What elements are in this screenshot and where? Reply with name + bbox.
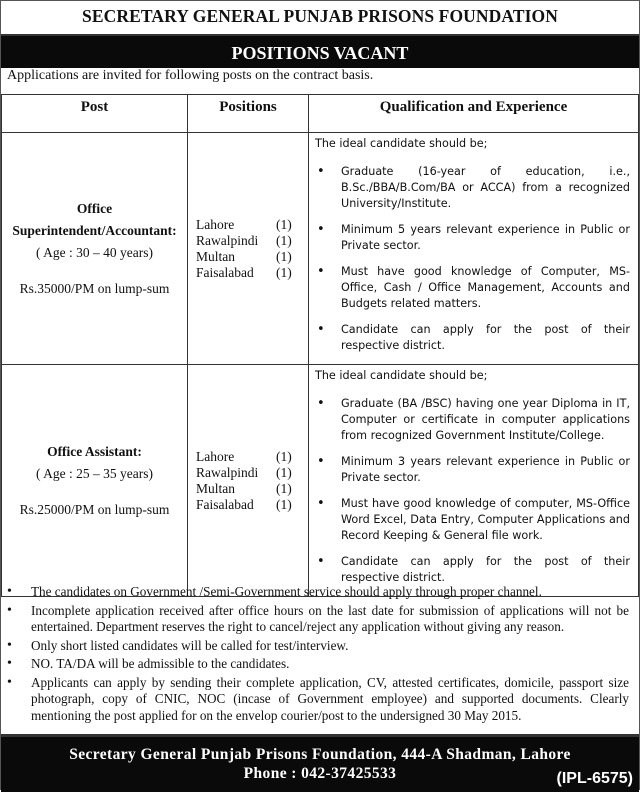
position-item [196,449,308,465]
note-item: • The candidates on Government /Semi-Government service should apply through proper channel. [1,584,629,601]
position-city: Multan [196,248,235,264]
note-item: • Incomplete application received after office hours on the last date for submission of applications will not be entertained. Department reserves the right to cancel/reject any application without giving any reason. [1,603,629,636]
post-cell [2,133,188,365]
position-count: (1) [276,232,292,248]
positions-cell [188,133,309,365]
post-salary: Rs.25000/PM on lump-sum [19,501,170,517]
note-item: • NO. TA/DA will be admissible to the candidates. [1,656,629,673]
position-item [196,465,308,481]
position-count: (1) [276,248,292,264]
post-age: ( Age : 30 – 40 years) [36,244,153,260]
qualification-item: • Must have good knowledge of Computer, MS-Office, Cash / Office Management, Accounts and Budgets related matters. [315,264,630,312]
ad-reference-code: (IPL-6575) [556,770,633,787]
column-header-positions: Positions [188,95,309,133]
post-name: Office [76,200,113,216]
notes-list [1,584,639,724]
qualification-item: • Candidate can apply for the post of their respective district. [315,322,630,354]
position-city: Faisalabad [196,264,254,280]
table-header-row [2,95,639,133]
position-count: (1) [276,448,292,464]
position-count: (1) [276,464,292,480]
contact-footer [1,734,639,792]
position-item [196,265,308,281]
qualification-cell [309,365,639,597]
qualification-item: • Graduate (16-year of education, i.e., B.Sc./BBA/B.Com/BA or ACCA) from a recognized University/Institute. [315,164,630,212]
column-header-post: Post [2,95,188,133]
intro-text: Applications are invited for following posts on the contract basis. [7,68,374,83]
post-age: ( Age : 25 – 35 years) [36,465,153,481]
table-row [2,133,639,365]
qualification-item: • Must have good knowledge of computer, MS-Office Word Excel, Data Entry, Computer Applications and Record Keeping & General file work. [315,496,630,544]
qualification-list [315,164,630,354]
qualification-item: • Graduate (BA /BSC) having one year Diploma in IT, Computer or certificate in computer applications from recognized Government Institute/College. [315,396,630,444]
post-cell [2,365,188,597]
position-city: Rawalpindi [196,232,259,248]
position-count: (1) [276,480,292,496]
position-item [196,497,308,513]
positions-vacant-banner: POSITIONS VACANT [1,34,639,68]
post-salary: Rs.35000/PM on lump-sum [19,280,170,296]
qualification-item: • Minimum 5 years relevant experience in Public or Private sector. [315,222,630,254]
note-item: • Applicants can apply by sending their complete application, CV, attested certificates, domicile, passport size photograph, copy of CNIC, NOC (incase of Government employee) and supported documents. Clearly mentioning the post applied for on the envelop courier/post to the undersigned 30 May 2015. [1,675,629,725]
table-row [2,365,639,597]
post-name: Office Assistant: [47,443,142,459]
post-name-line2: Superintendent/Accountant: [12,222,177,238]
column-header-qualification: Qualification and Experience [309,95,639,133]
position-city: Multan [196,480,235,496]
position-item [196,249,308,265]
position-count: (1) [276,496,292,512]
position-item [196,233,308,249]
position-city: Rawalpindi [196,464,259,480]
qualification-cell [309,133,639,365]
position-count: (1) [276,264,292,280]
qualification-list [315,396,630,586]
qualification-intro: The ideal candidate should be; [315,369,488,382]
position-city: Lahore [196,216,235,232]
position-count: (1) [276,216,292,232]
qualification-intro: The ideal candidate should be; [315,137,488,150]
positions-table [1,94,639,597]
notes-section [1,584,639,726]
note-item: • Only short listed candidates will be called for test/interview. [1,638,629,655]
position-item [196,217,308,233]
positions-cell [188,365,309,597]
page-title: SECRETARY GENERAL PUNJAB PRISONS FOUNDATION [82,6,558,26]
qualification-item: • Minimum 3 years relevant experience in Public or Private sector. [315,454,630,486]
qualification-item: • Candidate can apply for the post of their respective district. [315,554,630,586]
position-city: Lahore [196,448,235,464]
position-item [196,481,308,497]
footer-address: Secretary General Punjab Prisons Foundation, 444-A Shadman, Lahore [69,746,571,763]
position-city: Faisalabad [196,496,254,512]
footer-phone: Phone : 042-37425533 [243,765,397,782]
